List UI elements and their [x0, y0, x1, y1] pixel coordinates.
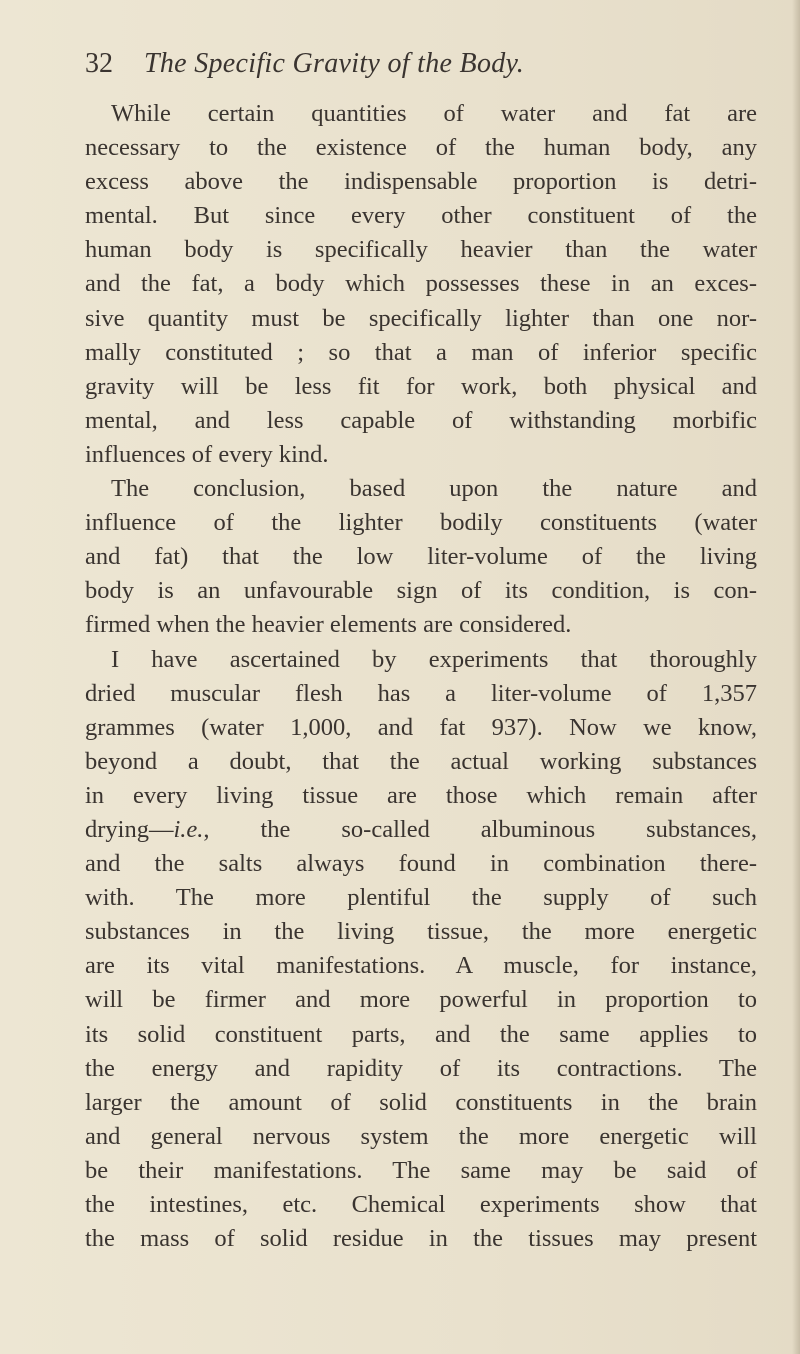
text-line: the mass of solid residue in the tissues may present: [85, 1225, 757, 1253]
text-line: and the fat, a body which possesses these in an exces-: [85, 270, 757, 298]
text-line: beyond a doubt, that the actual working substances: [85, 747, 757, 775]
text-line: be their manifestations. The same may be said of: [85, 1156, 757, 1184]
text-line: excess above the indispensable proportion is detri-: [85, 168, 757, 196]
text-line: gravity will be less fit for work, both physical and: [85, 372, 757, 400]
text-line: and the salts always found in combination there-: [85, 850, 757, 878]
text-line: grammes (water 1,000, and fat 937). Now we know,: [85, 713, 757, 741]
text-line: mental. But since every other constituent of the: [85, 202, 757, 230]
text-line: will be firmer and more powerful in proportion to: [85, 986, 757, 1014]
page-edge-shadow: [792, 0, 800, 1354]
text-line: human body is specifically heavier than the water: [85, 236, 757, 264]
text-line: mental, and less capable of withstanding morbific: [85, 406, 757, 434]
line-rest: the so-called albuminous substances,: [260, 815, 757, 843]
text-line: dried muscular flesh has a liter-volume of 1,357: [85, 679, 757, 707]
text-line: its solid constituent parts, and the same applies to: [85, 1020, 757, 1048]
italic-abbreviation: i.e.: [173, 815, 204, 843]
page-number: 32: [85, 48, 113, 79]
text-line: While certain quantities of water and fat are: [111, 100, 757, 127]
text-line: in every living tissue are those which remain after: [85, 781, 757, 809]
text-line: The conclusion, based upon the nature and: [111, 475, 757, 503]
body-text: [85, 97, 757, 1256]
text-line: I have ascertained by experiments that thoroughly: [111, 645, 757, 673]
text-line: the energy and rapidity of its contractions. The: [85, 1054, 757, 1082]
line-prefix: drying—: [85, 815, 174, 843]
text-line: with. The more plentiful the supply of such: [85, 884, 757, 912]
running-title: The Specific Gravity of the Body.: [144, 48, 525, 79]
text-line: sive quantity must be specifically lighter than one nor-: [85, 304, 757, 332]
text-line: substances in the living tissue, the more energetic: [85, 918, 757, 946]
text-line: mally constituted ; so that a man of inferior specific: [85, 338, 757, 366]
text-line: and general nervous system the more energetic will: [85, 1122, 757, 1150]
text-line: are its vital manifestations. A muscle, for instance,: [85, 952, 757, 980]
line-comma: ,: [203, 815, 261, 843]
text-line-mixed: [85, 813, 757, 847]
text-line: the intestines, etc. Chemical experiments show that: [85, 1191, 757, 1218]
text-line: and fat) that the low liter-volume of the living: [85, 543, 757, 571]
text-line: body is an unfavourable sign of its condition, is con-: [85, 577, 757, 605]
text-line: influences of every kind.: [85, 440, 329, 468]
text-line: larger the amount of solid constituents in the brain: [85, 1088, 757, 1116]
text-line: necessary to the existence of the human body, any: [85, 134, 757, 162]
text-line: influence of the lighter bodily constituents (water: [85, 509, 757, 537]
running-head: [85, 44, 765, 84]
text-line: firmed when the heavier elements are considered.: [85, 611, 572, 639]
